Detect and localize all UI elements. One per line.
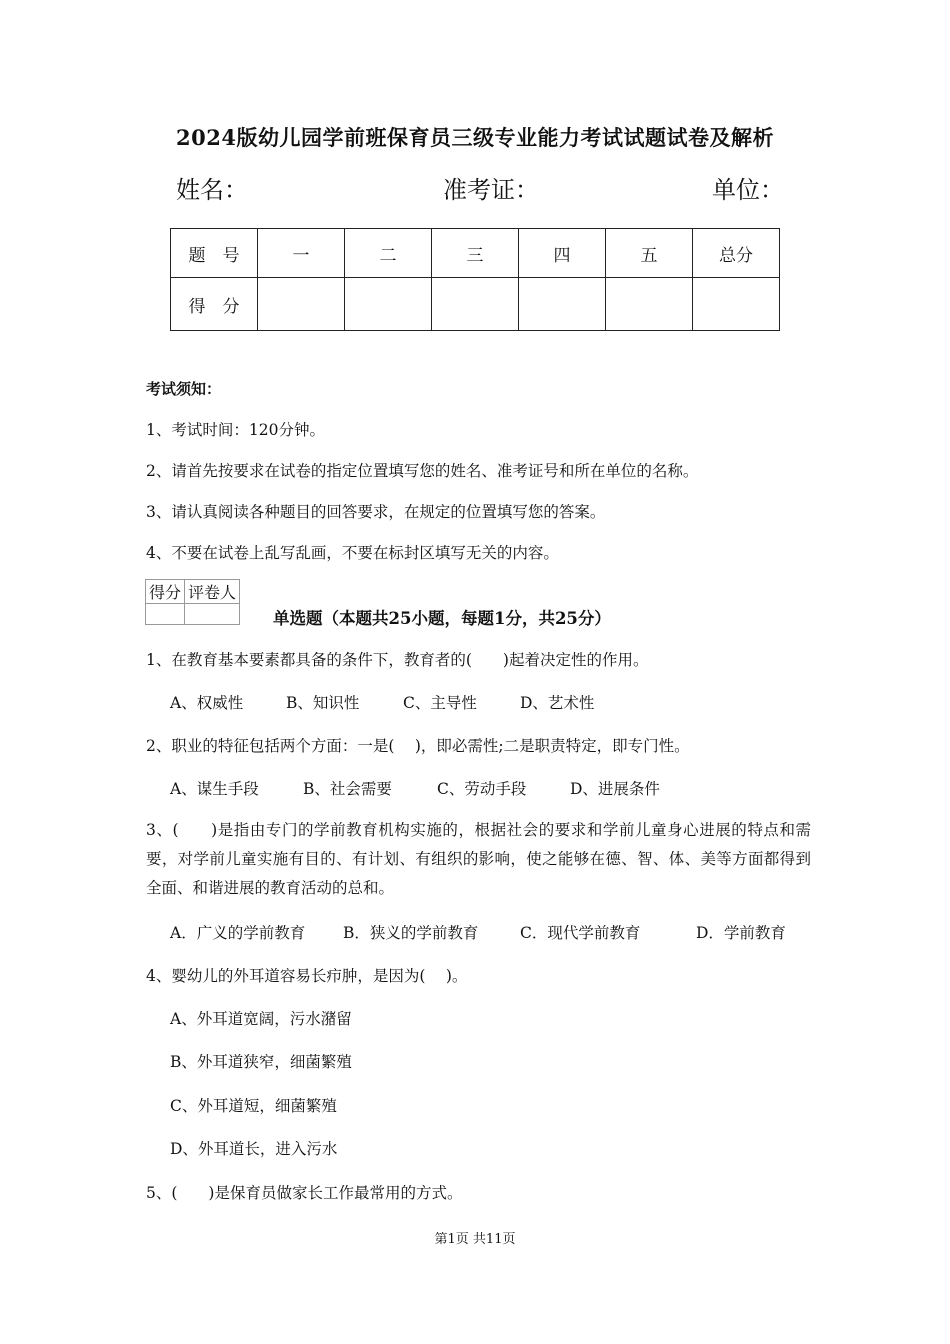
question-option[interactable]: D、进展条件	[570, 780, 660, 798]
question-option[interactable]: C、劳动手段	[437, 780, 527, 798]
question-option[interactable]: B．狭义的学前教育	[343, 924, 479, 942]
score-table-cell: 得 分	[171, 278, 258, 331]
score-table-cell: 五	[606, 229, 693, 278]
notice-heading: 考试须知：	[146, 380, 222, 398]
score-table-score-row	[171, 278, 780, 331]
score-table-cell: 一	[258, 229, 345, 278]
exam-id-field-label: 准考证：	[443, 176, 539, 204]
question-option[interactable]: A、权威性	[170, 694, 244, 712]
question-stem: 1、在教育基本要素都具备的条件下，教育者的( )起着决定性的作用。	[146, 651, 649, 669]
question-option[interactable]: A．广义的学前教育	[170, 924, 306, 942]
page-footer: 第1页 共11页	[434, 1232, 516, 1247]
question-option[interactable]: C、主导性	[403, 694, 477, 712]
question-option[interactable]: C．现代学前教育	[520, 924, 641, 942]
notice-item: 2、请首先按要求在试卷的指定位置填写您的姓名、准考证号和所在单位的名称。	[146, 462, 699, 480]
question-option[interactable]: C、外耳道短，细菌繁殖	[170, 1097, 337, 1115]
question-stem: 5、( )是保育员做家长工作最常用的方式。	[146, 1184, 463, 1202]
notice-item: 3、请认真阅读各种题目的回答要求，在规定的位置填写您的答案。	[146, 503, 606, 521]
score-input-cell[interactable]	[258, 278, 345, 331]
question-option[interactable]: D、艺术性	[520, 694, 595, 712]
grader-name-label: 评卷人	[185, 580, 240, 604]
question-option[interactable]: A、谋生手段	[170, 780, 259, 798]
score-table-cell: 三	[432, 229, 519, 278]
grader-name-cell[interactable]	[185, 604, 240, 625]
grader-box	[145, 579, 240, 625]
notice-item: 1、考试时间：120分钟。	[146, 421, 325, 439]
unit-field-label: 单位：	[712, 176, 784, 204]
section-title: 单选题（本题共25小题，每题1分，共25分）	[273, 609, 611, 628]
question-option[interactable]: B、外耳道狭窄，细菌繁殖	[170, 1053, 352, 1071]
score-table	[170, 228, 780, 331]
score-table-header-row	[171, 229, 780, 278]
question-option[interactable]: B、社会需要	[303, 780, 392, 798]
document-title: 2024版幼儿园学前班保育员三级专业能力考试试题试卷及解析	[176, 125, 774, 150]
grader-score-cell[interactable]	[146, 604, 185, 625]
score-table-cell: 总分	[693, 229, 780, 278]
score-input-cell[interactable]	[432, 278, 519, 331]
question-stem: 2、职业的特征包括两个方面：一是( )，即必需性;二是职责特定，即专门性。	[146, 737, 690, 755]
question-stem: 4、婴幼儿的外耳道容易长疖肿，是因为( )。	[146, 967, 468, 985]
score-table-cell: 题 号	[171, 229, 258, 278]
score-table-cell: 二	[345, 229, 432, 278]
question-option[interactable]: D．学前教育	[696, 924, 786, 942]
question-option[interactable]: D、外耳道长，进入污水	[170, 1140, 338, 1158]
name-field-label: 姓名：	[176, 176, 248, 204]
score-table-cell: 四	[519, 229, 606, 278]
question-option[interactable]: B、知识性	[286, 694, 360, 712]
score-input-cell[interactable]	[345, 278, 432, 331]
grader-score-label: 得分	[146, 580, 185, 604]
question-option[interactable]: A、外耳道宽阔，污水潴留	[170, 1010, 352, 1028]
notice-item: 4、不要在试卷上乱写乱画，不要在标封区填写无关的内容。	[146, 544, 559, 562]
score-input-cell[interactable]	[519, 278, 606, 331]
score-input-cell[interactable]	[606, 278, 693, 331]
question-stem: 3、( )是指由专门的学前教育机构实施的，根据社会的要求和学前儿童身心进展的特点和需要，对学前儿童实施有目的、有计划、有组织的影响，使之能够在德、智、体、美等方面都得到全面、和谐进展的教育活动的总和。	[146, 821, 811, 897]
score-input-cell[interactable]	[693, 278, 780, 331]
